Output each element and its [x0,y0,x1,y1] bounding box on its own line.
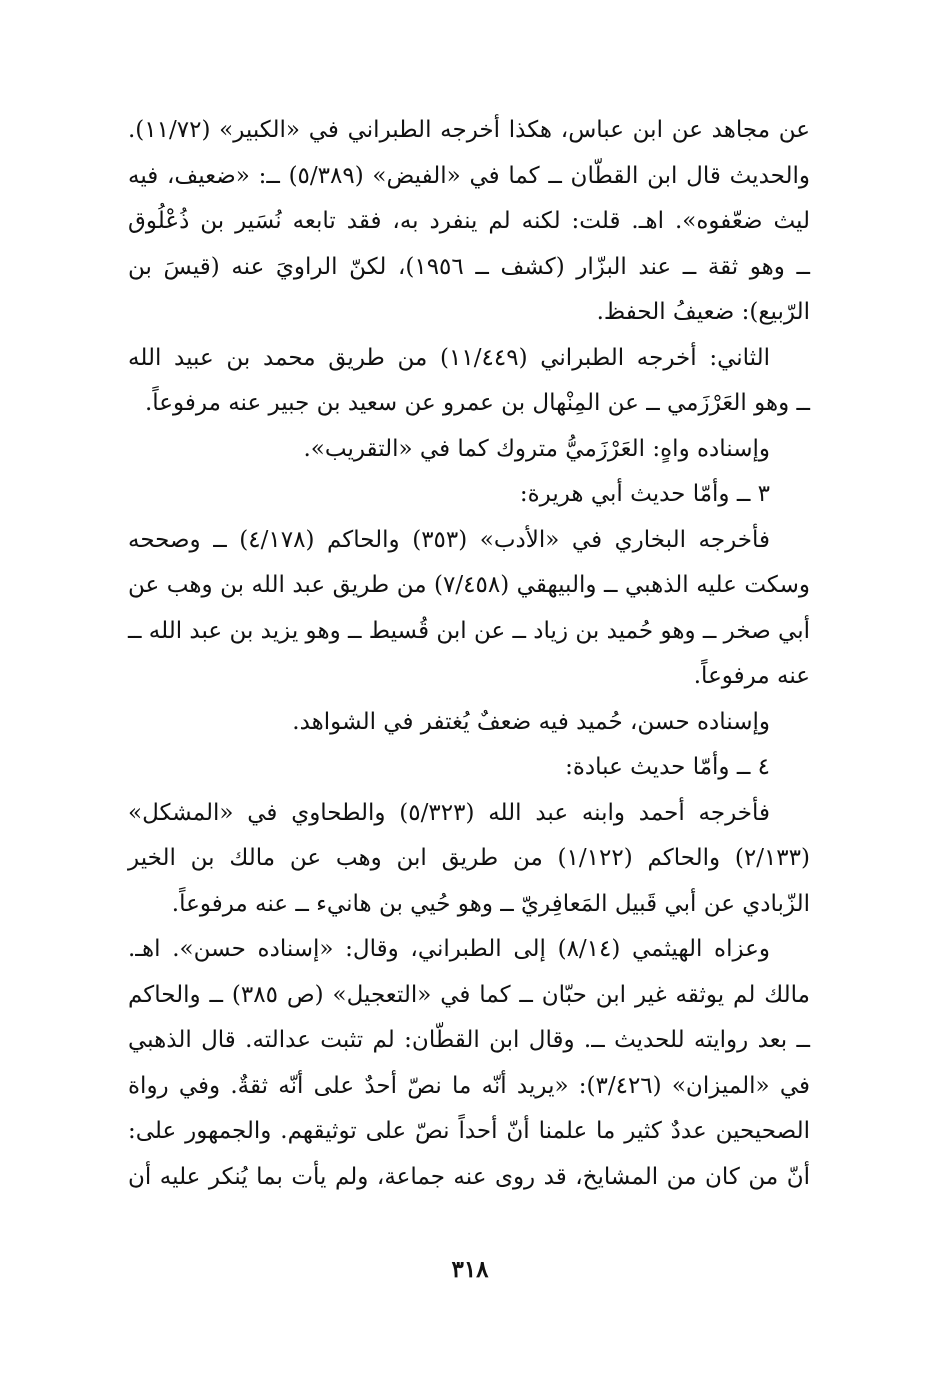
section-heading: ٤ ــ وأمّا حديث عبادة: [565,754,770,780]
text-line: وإسناده واهٍ: العَرْزَميُّ متروك كما في «التقريب». [303,435,770,462]
text-line: فأخرجه البخاري في «الأدب» (٣٥٣) والحاكم (٤/١٧٨) ــ وصححه [128,526,771,553]
text-line: الثاني: أخرجه الطبراني (١١/٤٤٩) من طريق محمد بن عبيد الله [128,344,770,371]
text-line: ــ وهو ثقة ــ عند البزّار (كشف ــ ١٩٥٦)، لكنّ الراويَ عنه (قيسَ بن [128,253,810,280]
text-line: مالك لم يوثقه غير ابن حبّان ــ كما في «التعجيل» (ص ٣٨٥) ــ والحاكم [128,981,810,1008]
body-text [128,108,810,1200]
text-line: أنّ من كان من المشايخ، قد روى عنه جماعة، ولم يأت بما يُنكر عليه أن [128,1163,810,1190]
section-heading: ٣ ــ وأمّا حديث أبي هريرة: [519,481,770,507]
text-line: في «الميزان» (٣/٤٢٦): «يريد أنّه ما نصّ أحدٌ على أنّه ثقةٌ. وفي رواة [128,1072,810,1099]
text-line: الزّبادي عن أبي قَبيل المَعافِريّ ــ وهو حُيي بن هانيء ــ عنه مرفوعاً. [171,890,810,917]
text-line: وإسناده حسن، حُميد فيه ضعفٌ يُغتفر في الشواهد. [292,708,770,735]
text-line: الصحيحين عددٌ كثير ما علمنا أنّ أحداً نصّ على توثيقهم. والجمهور على: [128,1118,810,1144]
text-line: الرّبيع): ضعيفُ الحفظ. [596,299,810,325]
text-line: ــ وهو العَرْزَمي ــ عن المِنْهال بن عمرو عن سعيد بن جبير عنه مرفوعاً. [144,390,810,416]
text-line: عن مجاهد عن ابن عباس، هكذا أخرجه الطبراني في «الكبير» (١١/٧٢). [128,117,810,143]
text-line: فأخرجه أحمد وابنه عبد الله (٥/٣٢٣) والطحاوي في «المشكل» [128,799,770,826]
text-line: ــ بعد روايته للحديث ــ. وقال ابن القطّان: لم تثبت عدالته. قال الذهبي [128,1027,810,1053]
page-number: ٣١٨ [451,1256,489,1283]
text-line: (٢/١٣٣) والحاكم (١/١٢٢) من طريق ابن وهب عن مالك بن الخير [128,845,810,871]
text-line: وسكت عليه الذهبي ــ والبيهقي (٧/٤٥٨) من طريق عبد الله بن وهب عن [128,572,810,598]
text-line: عنه مرفوعاً. [693,663,810,689]
text-line: ليث ضعّفوه». اهـ. قلت: لكنه لم ينفرد به، فقد تابعه نُسَير بن ذُعْلُوق [128,208,810,234]
text-line: والحديث قال ابن القطّان ــ كما في «الفيض» (٥/٣٨٩) ــ: «ضعيف، فيه [128,162,810,189]
text-line: أبي صخر ــ وهو حُميد بن زياد ــ عن ابن قُسيط ــ وهو يزيد بن عبد الله ــ [127,617,810,644]
text-line: وعزاه الهيثمي (٨/١٤) إلى الطبراني، وقال: «إسناده حسن». اهـ. [128,936,770,962]
